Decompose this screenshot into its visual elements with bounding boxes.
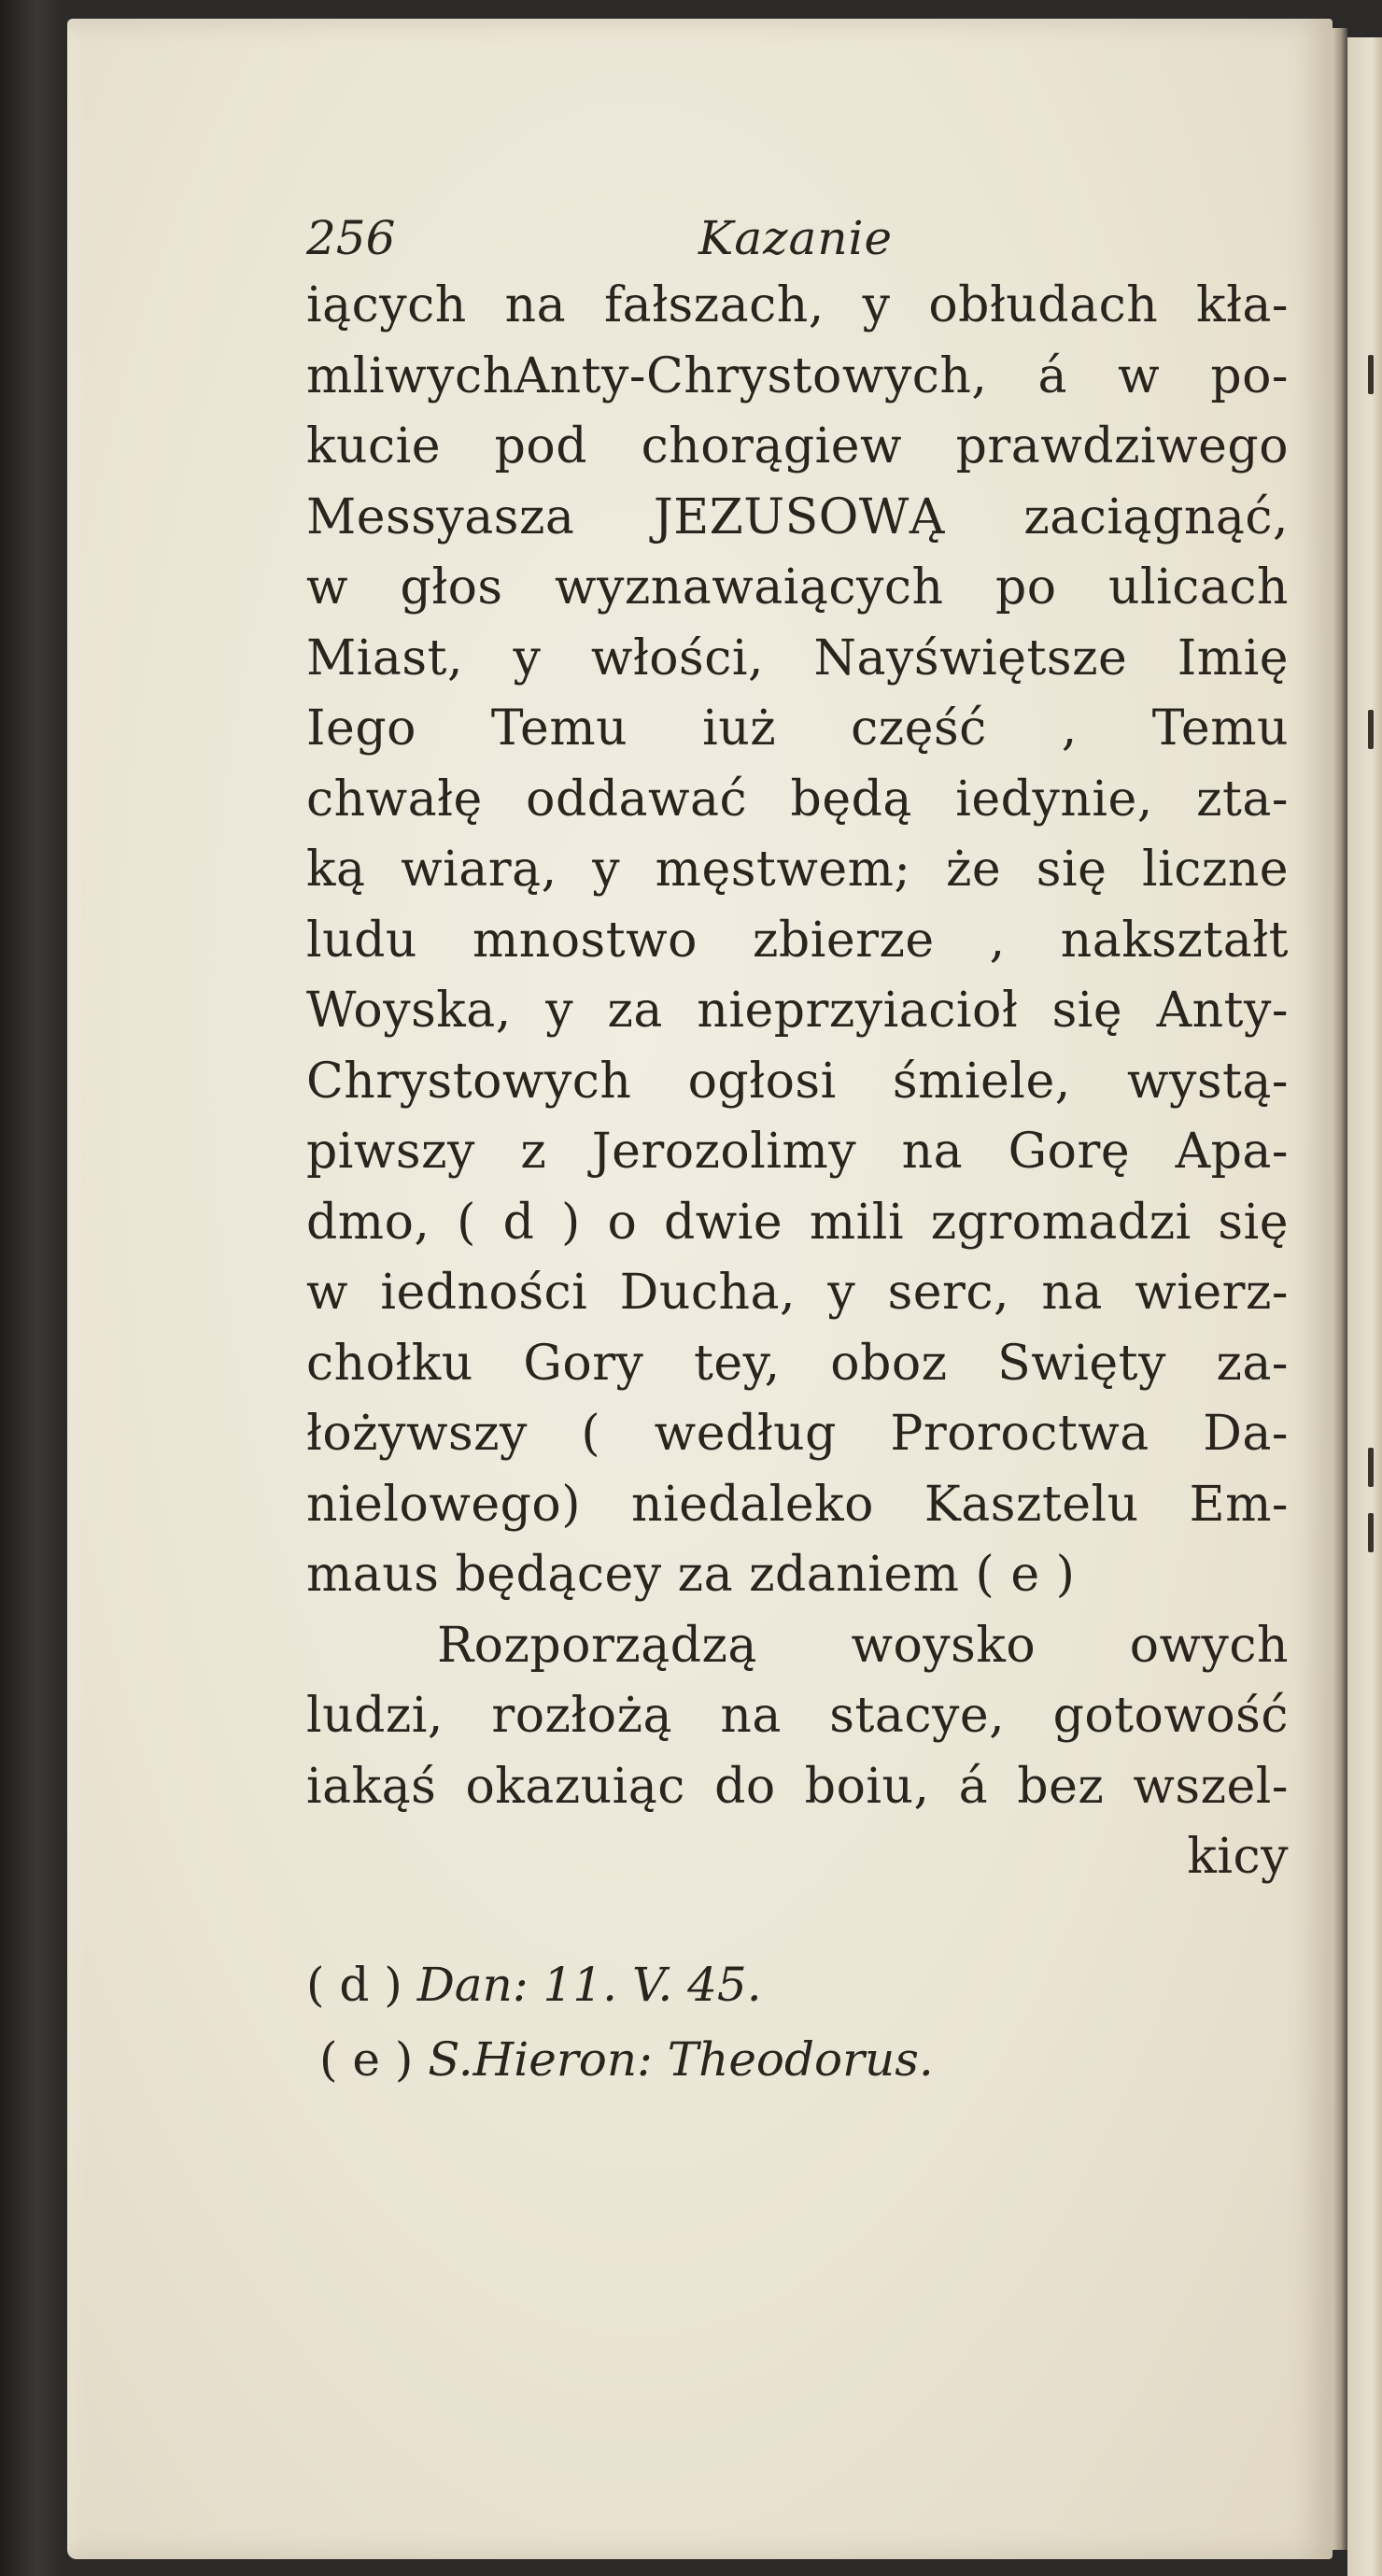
text-line: ludu mnostwo zbierze , nakształt — [306, 912, 1289, 969]
text-line: dmo, ( d ) o dwie mili zgromadzi się — [306, 1194, 1289, 1251]
adjacent-page-edge — [1347, 37, 1382, 2576]
text-line: w iedności Ducha, y serc, na wierz- — [306, 1265, 1289, 1321]
adjacent-page-mark — [1368, 710, 1374, 749]
footnote-reference: Dan: 11. V. 45. — [416, 1957, 762, 2012]
text-line: chołku Gory tey, oboz Swięty za- — [306, 1335, 1289, 1392]
footnote — [306, 2022, 1289, 2097]
text-line: piwszy z Jerozolimy na Gorę Apa- — [306, 1124, 1289, 1180]
text-line: mliwychAnty-Chrystowych, á w po- — [306, 347, 1289, 404]
page-header — [306, 205, 1289, 271]
text-line: ką wiarą, y męstwem; że się liczne — [306, 842, 1289, 898]
text-block — [306, 205, 1289, 2097]
adjacent-page-mark — [1368, 1448, 1374, 1487]
footnotes — [306, 1947, 1289, 2097]
text-line: iących na fałszach, y obłudach kła- — [306, 277, 1289, 333]
text-line: Rozporządzą woysko owych — [437, 1617, 1289, 1674]
text-line: maus będącey za zdaniem ( e ) — [306, 1547, 1076, 1603]
adjacent-page-mark — [1368, 1513, 1374, 1552]
adjacent-page-mark — [1368, 355, 1374, 394]
page-gutter-edge — [1333, 28, 1347, 2550]
text-line: ludzi, rozłożą na stacye, gotowość — [306, 1688, 1289, 1744]
text-line: Miast, y włości, Nayświętsze Imię — [306, 630, 1289, 686]
catchword: kicy — [1187, 1829, 1289, 1885]
footnote-mark: ( d ) — [306, 1957, 402, 2012]
text-line: kucie pod chorągiew prawdziwego — [306, 418, 1289, 474]
running-head: Kazanie — [698, 211, 894, 265]
text-line: w głos wyznawaiących po ulicach — [306, 559, 1289, 616]
text-line: Chrystowych ogłosi śmiele, wystą- — [306, 1053, 1289, 1110]
text-line: Messyasza JEZUSOWĄ zaciągnąć, — [306, 488, 1289, 545]
text-line: Woyska, y za nieprzyiacioł się Anty- — [306, 983, 1289, 1039]
body-text — [306, 271, 1289, 1893]
footnote — [306, 1947, 1289, 2022]
footnote-mark: ( e ) — [319, 2031, 414, 2087]
text-line: iakąś okazuiąc do boiu, á bez wszel- — [306, 1758, 1289, 1815]
text-line: nielowego) niedaleko Kasztelu Em- — [306, 1476, 1289, 1533]
text-line: Iego Temu iuż część , Temu — [306, 701, 1289, 757]
text-line: łożywszy ( według Proroctwa Da- — [306, 1406, 1289, 1462]
footnote-reference: S.Hieron: Theodorus. — [428, 2031, 934, 2087]
text-line: chwałę oddawać będą iedynie, zta- — [306, 771, 1289, 828]
page-number: 256 — [306, 211, 396, 265]
